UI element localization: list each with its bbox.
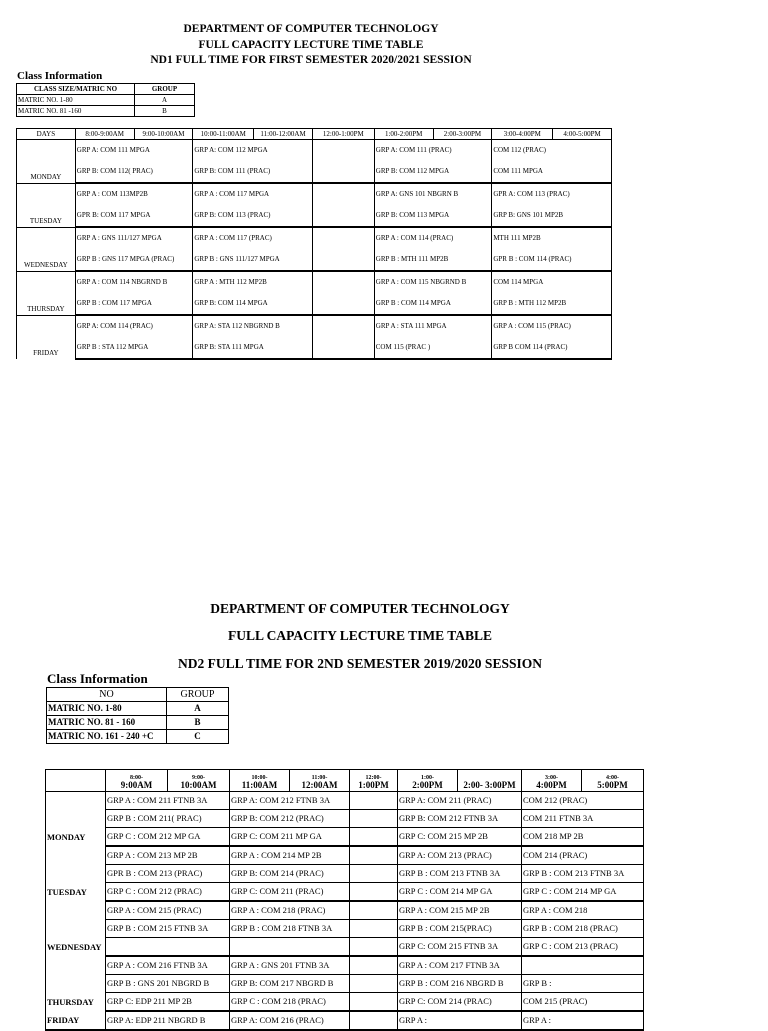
timetable-cell: COM 111 MPGA (492, 161, 612, 183)
timetable-cell: GRP B : GNS 117 MPGA (PRAC) (75, 249, 193, 271)
timetable-cell: GRP B : COM 216 NBGRD B (398, 975, 522, 993)
timetable-cell: GRP A: COM 112 MPGA (193, 140, 313, 162)
section1-title-line1: DEPARTMENT OF COMPUTER TECHNOLOGY (183, 23, 439, 35)
class-info-cell: MATRIC NO. 161 - 240 +C (47, 730, 167, 744)
timetable-cell: GRP A : COM 214 MP 2B (230, 846, 350, 865)
timetable-cell: GRP B: STA 111 MPGA (193, 337, 313, 359)
column-header-top: 8:00- (130, 775, 143, 781)
column-header-top: 9:00- (192, 775, 205, 781)
column-header (582, 770, 644, 792)
class-info-cell: B (167, 716, 229, 730)
timetable-cell: GRP A : COM 114 (PRAC) (374, 227, 492, 249)
class-info-cell: MATRIC NO. 1-80 (17, 95, 135, 106)
timetable-cell (312, 183, 374, 205)
timetable-cell: GRP B : COM 211( PRAC) (106, 810, 230, 828)
timetable-cell: GPR B: COM 117 MPGA (75, 205, 193, 227)
class-info-header: GROUP (167, 688, 229, 702)
timetable-cell: GRP B: COM 112( PRAC) (75, 161, 193, 183)
column-header: 4:00-5:00PM (553, 129, 612, 140)
timetable-cell (350, 846, 398, 865)
timetable-cell: COM 112 (PRAC) (492, 140, 612, 162)
timetable-cell (350, 810, 398, 828)
timetable-cell: GRP B: COM 111 (PRAC) (193, 161, 313, 183)
timetable-cell (350, 883, 398, 902)
class-info-cell: B (135, 106, 195, 117)
column-header-top: 12:00- (365, 775, 382, 781)
timetable-cell: GRP A : (522, 1011, 644, 1030)
column-header: 8:00-9:00AM (75, 129, 134, 140)
column-header: DAYS (17, 129, 76, 140)
column-header-top: 4:00- (606, 775, 619, 781)
timetable-cell: GRP B : COM 215 FTNB 3A (106, 920, 230, 938)
timetable-cell: GRP A: COM 111 MPGA (75, 140, 193, 162)
timetable-cell (350, 938, 398, 957)
class-info-cell: A (167, 702, 229, 716)
timetable-cell: GRP C : COM 213 (PRAC) (522, 938, 644, 957)
timetable-cell: GRP B: COM 214 (PRAC) (230, 865, 350, 883)
timetable-cell: GPR B : COM 114 (PRAC) (492, 249, 612, 271)
timetable-cell: GRP A: GNS 101 NBGRN B (374, 183, 492, 205)
class-info-cell: MATRIC NO. 81 -160 (17, 106, 135, 117)
timetable-cell: GRP C: EDP 211 MP 2B (106, 993, 230, 1012)
timetable-cell: GRP C: COM 211 (PRAC) (230, 883, 350, 902)
section1-timetable (16, 128, 612, 360)
timetable-cell: GPR B : COM 213 (PRAC) (106, 865, 230, 883)
day-label: FRIDAY (46, 1011, 106, 1030)
timetable-cell: GRP B : MTH 112 MP2B (492, 293, 612, 315)
column-header-top (47, 784, 104, 790)
timetable-cell: GRP B : STA 112 MPGA (75, 337, 193, 359)
column-header-top: 3:00- (545, 775, 558, 781)
section1-class-info-table (16, 83, 195, 117)
timetable-cell: GRP B : COM 215(PRAC) (398, 920, 522, 938)
timetable-cell (350, 792, 398, 810)
day-label: TUESDAY (46, 846, 106, 901)
timetable-cell: GRP C : COM 218 (PRAC) (230, 993, 350, 1012)
timetable-cell: GRP A: COM 111 (PRAC) (374, 140, 492, 162)
class-info-cell: C (167, 730, 229, 744)
timetable-cell (230, 938, 350, 957)
column-header (106, 770, 168, 792)
timetable-cell: GRP A: COM 216 (PRAC) (230, 1011, 350, 1030)
timetable-cell: GRP B: GNS 101 MP2B (492, 205, 612, 227)
section1-title-line2: FULL CAPACITY LECTURE TIME TABLE (198, 39, 424, 51)
timetable-cell: GRP A : COM 115 (PRAC) (492, 315, 612, 337)
timetable-cell (312, 227, 374, 249)
timetable-cell: GRP C : COM 212 (PRAC) (106, 883, 230, 902)
timetable-cell: COM 114 MPGA (492, 271, 612, 293)
timetable-cell: GRP A : MTH 112 MP2B (193, 271, 313, 293)
timetable-cell: GRP B : COM 117 MPGA (75, 293, 193, 315)
timetable-cell: GRP B : (522, 975, 644, 993)
timetable-cell: GRP B : COM 213 FTNB 3A (522, 865, 644, 883)
column-header-bottom: 12:00AM (301, 780, 338, 790)
section2-title-line2: FULL CAPACITY LECTURE TIME TABLE (227, 628, 493, 643)
timetable-cell: GRP B: COM 217 NBGRD B (230, 975, 350, 993)
column-header-bottom: 2:00PM (412, 780, 443, 790)
timetable-cell: GRP A : COM 117 (PRAC) (193, 227, 313, 249)
section2-title-line3: ND2 FULL TIME FOR 2ND SEMESTER 2019/2020 SESSION (178, 656, 542, 671)
day-label: THURSDAY (17, 271, 76, 315)
column-header-bottom: 1:00PM (358, 780, 389, 790)
timetable-cell (312, 337, 374, 359)
timetable-cell: COM 212 (PRAC) (522, 792, 644, 810)
timetable-cell: GRP A : COM 215 (PRAC) (106, 901, 230, 920)
timetable-cell: MTH 111 MP2B (492, 227, 612, 249)
timetable-cell: GRP B: COM 113 (PRAC) (193, 205, 313, 227)
class-info-cell: MATRIC NO. 81 - 160 (47, 716, 167, 730)
timetable-cell (312, 293, 374, 315)
column-header: 12:00-1:00PM (312, 129, 374, 140)
column-header-bottom: 4:00PM (536, 780, 567, 790)
section2-title-line1: DEPARTMENT OF COMPUTER TECHNOLOGY (210, 601, 510, 616)
day-label: WEDNESDAY (46, 901, 106, 956)
timetable-cell: GRP B : COM 218 FTNB 3A (230, 920, 350, 938)
timetable-cell (350, 1011, 398, 1030)
timetable-cell: GRP A : COM 218 (522, 901, 644, 920)
timetable-cell: COM 211 FTNB 3A (522, 810, 644, 828)
timetable-cell: GRP A : GNS 201 FTNB 3A (230, 956, 350, 975)
timetable-cell: COM 215 (PRAC) (522, 993, 644, 1012)
timetable-cell: GRP A : COM 216 FTNB 3A (106, 956, 230, 975)
column-header (458, 770, 522, 792)
timetable-cell: GRP B: COM 212 (PRAC) (230, 810, 350, 828)
timetable-cell: GRP C: COM 215 MP 2B (398, 828, 522, 847)
timetable-cell (350, 920, 398, 938)
timetable-cell: GRP A : GNS 111/127 MPGA (75, 227, 193, 249)
day-label: FRIDAY (17, 315, 76, 359)
timetable-cell: GRP C: COM 211 MP GA (230, 828, 350, 847)
timetable-cell: GRP A : COM 218 (PRAC) (230, 901, 350, 920)
timetable-cell: GRP C: COM 214 (PRAC) (398, 993, 522, 1012)
column-header-top: 1:00- (421, 775, 434, 781)
column-header: 10:00-11:00AM (193, 129, 254, 140)
column-header (350, 770, 398, 792)
column-header-bottom: 10:00AM (180, 780, 217, 790)
day-label: MONDAY (17, 140, 76, 184)
timetable-cell: GRP A: STA 112 NBGRND B (193, 315, 313, 337)
column-header-bottom: 2:00- 3:00PM (463, 780, 516, 790)
column-header (398, 770, 458, 792)
section2-class-info-table (46, 687, 229, 744)
section2-class-info-label: Class Information (47, 671, 148, 686)
timetable-cell: GRP A : COM 211 FTNB 3A (106, 792, 230, 810)
timetable-cell: GRP B : GNS 201 NBGRD B (106, 975, 230, 993)
timetable-cell: GRP C : COM 212 MP GA (106, 828, 230, 847)
section1-title-line3: ND1 FULL TIME FOR FIRST SEMESTER 2020/2021 SESSION (150, 54, 472, 66)
timetable-cell: GRP B : GNS 111/127 MPGA (193, 249, 313, 271)
timetable-cell: GPR A: COM 113 (PRAC) (492, 183, 612, 205)
class-info-header: GROUP (135, 84, 195, 95)
timetable-cell: GRP A: COM 211 (PRAC) (398, 792, 522, 810)
timetable-cell (312, 315, 374, 337)
day-label: MONDAY (46, 792, 106, 847)
column-header-bottom: 9:00AM (120, 780, 153, 790)
timetable-cell: GRP A : COM 113MP2B (75, 183, 193, 205)
column-header-bottom: 5:00PM (597, 780, 628, 790)
column-header-top: 11:00- (311, 775, 328, 781)
timetable-cell (312, 249, 374, 271)
timetable-cell: GRP C: COM 215 FTNB 3A (398, 938, 522, 957)
timetable-cell (350, 828, 398, 847)
timetable-cell: GRP B: COM 112 MPGA (374, 161, 492, 183)
timetable-cell: GRP C : COM 214 MP GA (522, 883, 644, 902)
timetable-cell (350, 901, 398, 920)
timetable-cell (350, 993, 398, 1012)
column-header-top: 10:00- (251, 775, 268, 781)
timetable-cell (312, 205, 374, 227)
timetable-cell (522, 956, 644, 975)
column-header: 9:00-10:00AM (134, 129, 193, 140)
timetable-cell: COM 214 (PRAC) (522, 846, 644, 865)
day-label: TUESDAY (17, 183, 76, 227)
timetable-cell: COM 218 MP 2B (522, 828, 644, 847)
column-header: 3:00-4:00PM (492, 129, 553, 140)
column-header-bottom: 11:00AM (241, 780, 278, 790)
timetable-cell: GRP B COM 114 (PRAC) (492, 337, 612, 359)
timetable-cell: GRP B : COM 218 (PRAC) (522, 920, 644, 938)
column-header (230, 770, 290, 792)
timetable-cell (312, 140, 374, 162)
timetable-cell: COM 115 (PRAC ) (374, 337, 492, 359)
timetable-cell (312, 161, 374, 183)
timetable-cell: GRP A : COM 115 NBGRND B (374, 271, 492, 293)
day-label: THURSDAY (46, 956, 106, 1011)
timetable-cell: GRP A : COM 217 FTNB 3A (398, 956, 522, 975)
column-header: 11:00-12:00AM (254, 129, 313, 140)
class-info-header: NO (47, 688, 167, 702)
timetable-cell (106, 938, 230, 957)
timetable-cell: GRP B: COM 114 MPGA (193, 293, 313, 315)
day-label: WEDNESDAY (17, 227, 76, 271)
section1-class-info-label: Class Information (17, 70, 103, 82)
column-header: 1:00-2:00PM (374, 129, 433, 140)
timetable-cell: GRP B : COM 114 MPGA (374, 293, 492, 315)
column-header (168, 770, 230, 792)
timetable-cell: GRP A : COM 213 MP 2B (106, 846, 230, 865)
class-info-cell: A (135, 95, 195, 106)
timetable-cell: GRP C : COM 214 MP GA (398, 883, 522, 902)
timetable-cell: GRP A : COM 117 MPGA (193, 183, 313, 205)
timetable-cell (350, 865, 398, 883)
timetable-cell: GRP B: COM 212 FTNB 3A (398, 810, 522, 828)
timetable-cell: GRP B: COM 113 MPGA (374, 205, 492, 227)
timetable-cell: GRP A : COM 114 NBGRND B (75, 271, 193, 293)
column-header: 2:00-3:00PM (433, 129, 492, 140)
timetable-cell: GRP A: EDP 211 NBGRD B (106, 1011, 230, 1030)
column-header (290, 770, 350, 792)
section2-timetable (45, 769, 644, 1031)
column-header (46, 770, 106, 792)
timetable-cell: GRP A: COM 213 (PRAC) (398, 846, 522, 865)
timetable-cell: GRP A: COM 212 FTNB 3A (230, 792, 350, 810)
class-info-cell: MATRIC NO. 1-80 (47, 702, 167, 716)
timetable-cell: GRP A : COM 215 MP 2B (398, 901, 522, 920)
timetable-cell: GRP B : COM 213 FTNB 3A (398, 865, 522, 883)
class-info-header: CLASS SIZE/MATRIC NO (17, 84, 135, 95)
column-header (522, 770, 582, 792)
timetable-cell: GRP A : STA 111 MPGA (374, 315, 492, 337)
timetable-cell (350, 956, 398, 975)
timetable-cell (312, 271, 374, 293)
timetable-cell: GRP A : (398, 1011, 522, 1030)
timetable-cell (350, 975, 398, 993)
timetable-cell: GRP B : MTH 111 MP2B (374, 249, 492, 271)
timetable-cell: GRP A: COM 114 (PRAC) (75, 315, 193, 337)
